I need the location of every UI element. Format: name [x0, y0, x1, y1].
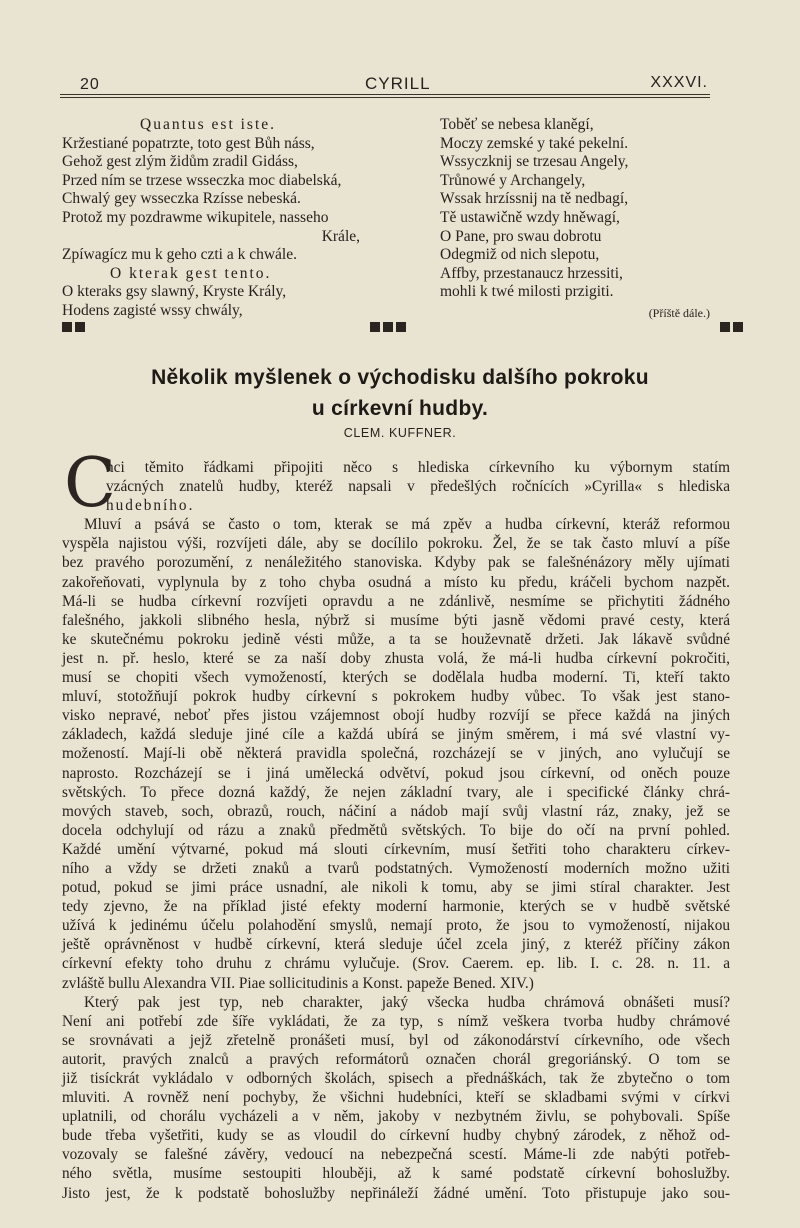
- drop-cap-c-icon: C: [64, 444, 117, 523]
- verse-line: Trůnowé y Archangely,: [440, 171, 586, 189]
- body-line: Každé umění výtvarné, pokud má slouti církevním, musí šetřiti toho charakteru církev-: [62, 840, 730, 858]
- ornament-right: [720, 322, 743, 332]
- body-line: mových staveb, soch, obrazů, rouch, náčiní a nádob mají svůj vlastní ráz, znaky, jež se: [62, 802, 730, 820]
- body-line: Mluví a psává se často o tom, kterak se má zpěv a hudba církevní, kteráž reformou: [84, 516, 730, 534]
- verse-line: O Pane, pro swau dobrotu: [440, 227, 602, 245]
- verse-line: Hodens zagisté wssy chwály,: [62, 301, 243, 319]
- volume-number: XXXVI.: [650, 74, 708, 91]
- body-line: možeností. Mají-li obě některá pravidla společná, rozcházejí se v jiných, ano vylučují se: [62, 745, 730, 763]
- body-line: církevní efekty toho druhu z chrámu vylučuje. (Srov. Caerem. ep. lib. I. c. 28. n. 11. a: [62, 955, 730, 973]
- body-line: užívá k jedinému účelu polahodění smyslů, nemají proto, že jsou to vymožeností, nijakou: [62, 917, 730, 935]
- article-title-line-2: u církevní hudby.: [311, 397, 489, 420]
- body-line: falešného, jakkoli slibného hesla, nýbrž si musíme býti jasně vědomi pravé cesty, která: [62, 611, 730, 629]
- journal-title: CYRILL: [365, 74, 431, 93]
- body-line: autorit, pravých znalců a pravých reformátorů označen chorál gregoriánský. O tom se: [62, 1050, 730, 1068]
- body-line: uplatnili, od chorálu vycházeli a v něm, jakoby v nezbytném živlu, se pohybovali. Spíše: [62, 1108, 730, 1126]
- body-line: ke skutečnému pokroku jedině vésti může, a ta se houževnatě držeti. Jak lákavě svůdné: [62, 630, 730, 648]
- verse-line: Moczy zemské y také pekelní.: [440, 134, 629, 152]
- verse-line: Gehož gest zlým židům zradil Gidáss,: [62, 153, 298, 171]
- body-line: hudebního.: [106, 497, 195, 515]
- verse-line: Protož my pozdrawme wikupitele, nasseho: [62, 208, 329, 226]
- verse-line: Quantus est iste.: [140, 116, 277, 133]
- verse-column-left: [62, 116, 372, 321]
- body-line: zakořeňovati, vyplynula by z toho chyba osudná a místo ku předu, kráčeli bychom nazpět.: [62, 573, 730, 591]
- body-line: Není ani potřebí zde šíře vykládati, že za typ, s nímž veškera tvorba hudby chrámové: [62, 1012, 730, 1030]
- body-line: docela odchylují od rázu a znaků předmětů světských. To bije do očí na první pohled.: [62, 821, 730, 839]
- body-line: základech, každá sleduje jiné cíle a každá ubírá se jiným směrem, i má své vlastní vy-: [62, 726, 730, 744]
- verse-line: Kržestiané popatrzte, toto gest Bůh náss,: [62, 134, 315, 152]
- body-line: bez pravého porozumění, z nenáležitého stanoviska. Kdyby pak se falešnénázory měly ujímati: [62, 554, 730, 572]
- verse-line: Krále,: [321, 227, 360, 245]
- ornament-middle: [370, 322, 406, 332]
- verse-line: Odegmiž od nich slepotu,: [440, 246, 600, 264]
- page-number: 20: [80, 76, 100, 93]
- body-line: tedy zjevno, že na příklad jisté efekty moderní harmonie, kterých se v hudbě světské: [62, 898, 730, 916]
- body-line: ního a vždy se držeti znaků a tvarů podstatných. Vymožeností moderních možno užiti: [62, 859, 730, 877]
- body-line: Má-li se hudba církevní rozvíjeti opravdu a ne zdánlivě, nesmíme se přichytiti žádného: [62, 592, 730, 610]
- body-line: potud, pokud se jimi práce usnadní, ale nikoli k tomu, aby se jimi stíral charakter. Jest: [62, 879, 730, 897]
- continued-note: (Příště dále.): [648, 305, 710, 320]
- body-line: Který pak jest typ, neb charakter, jaký všecka hudba chrámová obnášeti musí?: [84, 993, 730, 1011]
- body-line: musí se chopiti všech vymožeností, kterých se dodělala hudba moderní. Ti, kteří takto: [62, 669, 730, 687]
- running-header: [60, 72, 710, 95]
- verse-line: Toběť se nebesa klaněgí,: [440, 116, 594, 133]
- body-line: bude třeba vyšetřiti, kudy se as vloudil do církevní hudby chybný zárodek, z něhož od-: [62, 1127, 730, 1145]
- verse-line: Wssyczknij se trzesau Angely,: [440, 153, 629, 171]
- verse-line: O kterak gest tento.: [110, 264, 272, 282]
- body-line: zvláště bullu Alexandra VII. Piae sollicitudinis a Konst. papeže Bened. XIV.): [62, 974, 534, 992]
- body-line: ného světla, musíme sestoupiti hlouběji, až k samé podstatě církevní bohoslužby.: [62, 1165, 730, 1183]
- article-author: CLEM. KUFFNER.: [343, 426, 457, 440]
- body-line: jest n. př. heslo, které se za naší doby zhusta volá, že má-li hudba církevní pokročiti,: [62, 649, 730, 667]
- body-line: vzácných znatelů hudby, kteréž napsali v předešlých ročnících »Cyrilla« s hlediska: [106, 478, 730, 496]
- verse-line: mohli k twé milosti przigiti.: [440, 283, 614, 301]
- article-body: [62, 458, 730, 1203]
- verse-line: Chwalý gey wsseczka Rzísse nebeská.: [62, 190, 301, 208]
- body-line: naprosto. Rozcházejí se i jiná umělecká odvětví, pokud jsou církevní, od oněch pouze: [62, 764, 730, 782]
- verse-line: Zpíwagícz mu k geho czti a k chwále.: [62, 246, 297, 264]
- body-line: visko nepravé, neboť přes jistou vzájemnost obojí hudby rozvíjí se přece každá na jiných: [62, 707, 730, 725]
- body-line: vozovaly se falešné závěry, vedoucí na nebezpečná scestí. Máme-li zde nabýti potřeb-: [62, 1146, 730, 1164]
- article-title-line-1: Několik myšlenek o východisku dalšího pokroku: [151, 366, 649, 389]
- body-line: mluviti. A rovněž není pochyby, že všichni hudebníci, kteří se skladbami svými v církvi: [62, 1089, 730, 1107]
- verse-line: Wssak hrzíssnij na tě nedbagí,: [440, 190, 629, 208]
- header-rule: [60, 97, 710, 98]
- body-line: se srovnávati a jejž zřetelně pronášeti musí, byl od zákonodárství církevního, ode všech: [62, 1031, 730, 1049]
- body-line: ještě oprávněnost v hudbě církevní, která sleduje účel zcela jiný, z kteréž příčiny zákon: [62, 936, 730, 954]
- verse-line: Tě ustawičně wzdy hněwagí,: [440, 208, 620, 226]
- verse-column-right: [440, 116, 716, 323]
- body-line: Jisto jest, že k podstatě bohoslužby nepřináleží žádné umění. Toto přistupuje jako sou-: [62, 1184, 730, 1202]
- body-line: mluví, stotožňují pokrok hudby církevní s pokrokem hudby vůbec. To však jest stano-: [62, 688, 730, 706]
- body-line: světských. To přece dozná každý, že nejen základní tvary, ale i specifické články chrá-: [62, 783, 730, 801]
- verse-line: Affby, przestanaucz hrzessiti,: [440, 264, 623, 282]
- body-line: již tisíckrát vykládalo v odborných školách, spisech a přednáškách, tak že zbytečno o tom: [62, 1070, 730, 1087]
- verse-line: O kteraks gsy slawný, Kryste Krály,: [62, 283, 287, 301]
- body-line: hci těmito řádkami připojiti něco s hlediska církevního ku výbornym statím: [106, 459, 730, 476]
- body-line: vyspěla najistou výši, rozvíjeti dále, aby se docílilo pokroku. Žel, že se tak často mluví a píše: [62, 535, 730, 553]
- verse-line: Przed ním se trzese wsseczka moc diabelská,: [62, 171, 342, 189]
- ornament-left: [62, 322, 85, 332]
